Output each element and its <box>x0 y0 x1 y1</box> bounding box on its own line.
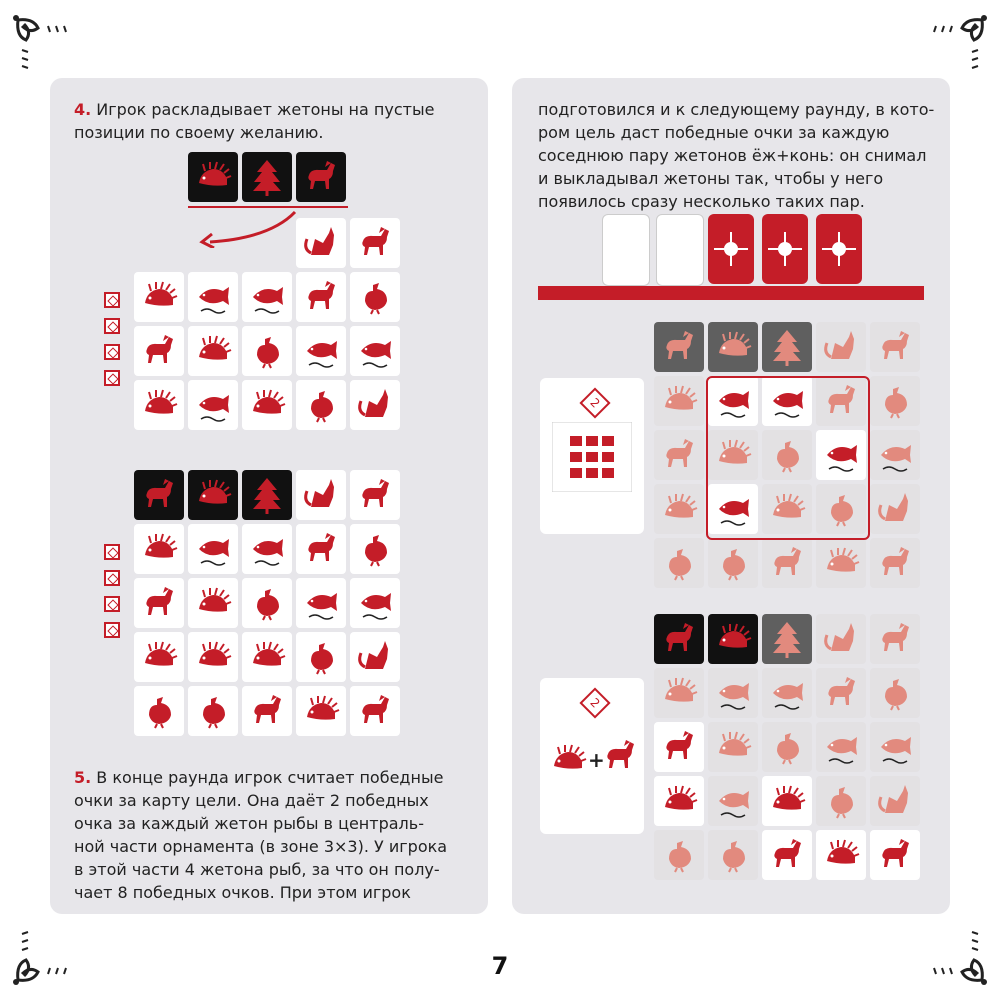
fish-token <box>708 776 758 826</box>
bird-token <box>762 722 812 772</box>
hedgehog-token <box>762 776 812 826</box>
goal-marker-3 <box>104 344 120 360</box>
fish-token <box>188 272 238 322</box>
tree-token <box>762 322 812 372</box>
fox-token <box>870 776 920 826</box>
right-line3: соседнюю пару жетонов ёж+конь: он снимал <box>538 146 927 165</box>
plus-sign: + <box>588 748 605 772</box>
fish-token <box>870 430 920 480</box>
hedgehog-token <box>708 322 758 372</box>
picked-token-horse <box>296 152 346 202</box>
horse-token <box>134 470 184 520</box>
right-line5: появилось сразу несколько таких пар. <box>538 192 865 211</box>
fish-token <box>296 326 346 376</box>
horse-token <box>134 578 184 628</box>
arrow-icon <box>190 208 300 248</box>
horse-icon <box>600 736 640 776</box>
corner-ornament-top-right-icon <box>922 10 992 80</box>
step4-line1: Игрок раскладывает жетоны на пустые <box>91 100 435 119</box>
hedgehog-token <box>242 380 292 430</box>
picked-token-hedgehog <box>188 152 238 202</box>
bird-token <box>870 668 920 718</box>
fox-token <box>870 484 920 534</box>
bird-token <box>296 380 346 430</box>
hedgehog-token <box>188 326 238 376</box>
step4-line2: позиции по своему желанию. <box>74 123 324 142</box>
step5-line1: В конце раунда игрок считает победные <box>91 768 444 787</box>
step5-text <box>74 766 474 904</box>
hedgehog-token <box>654 376 704 426</box>
horse-token <box>870 538 920 588</box>
goal-marker-8 <box>104 622 120 638</box>
bird-token <box>188 686 238 736</box>
horse-token <box>654 722 704 772</box>
center-zone-highlight <box>706 376 870 540</box>
hedgehog-icon <box>548 740 588 780</box>
step5-line6: чает 8 победных очков. При этом игрок <box>74 883 411 902</box>
fox-token <box>816 322 866 372</box>
horse-token <box>870 830 920 880</box>
goal-marker-4 <box>104 370 120 386</box>
hedgehog-token <box>188 578 238 628</box>
right-text <box>538 98 938 213</box>
horse-token <box>350 218 400 268</box>
goal-card-fish-value: 2 <box>579 387 610 418</box>
bird-token <box>654 538 704 588</box>
fish-token <box>296 578 346 628</box>
goal-marker-2 <box>104 318 120 334</box>
bird-token <box>350 524 400 574</box>
hedgehog-token <box>188 470 238 520</box>
hedgehog-token <box>296 686 346 736</box>
horse-token <box>816 668 866 718</box>
right-line2: ром цель даст победные очки за каждую <box>538 123 890 142</box>
hedgehog-token <box>816 538 866 588</box>
tree-token <box>242 470 292 520</box>
hedgehog-token <box>134 380 184 430</box>
hedgehog-token <box>134 632 184 682</box>
fox-token <box>816 614 866 664</box>
fish-token <box>242 524 292 574</box>
fish-token <box>350 578 400 628</box>
corner-ornament-bottom-right-icon <box>922 920 992 990</box>
fox-token <box>350 380 400 430</box>
step4-number: 4. <box>74 100 92 119</box>
card-back-pattern-icon <box>708 214 862 284</box>
horse-token <box>350 686 400 736</box>
hedgehog-token <box>654 776 704 826</box>
right-line1: подготовился и к следующему раунду, в кото- <box>538 100 935 119</box>
hedgehog-token <box>134 524 184 574</box>
goal-marker-1 <box>104 292 120 308</box>
horse-token <box>350 470 400 520</box>
fish-token <box>350 326 400 376</box>
step5-number: 5. <box>74 768 92 787</box>
goal-card-fish-grid-icon <box>552 422 632 492</box>
horse-token <box>654 322 704 372</box>
horse-token <box>296 272 346 322</box>
goal-card-small-1 <box>602 214 650 286</box>
fox-token <box>296 218 346 268</box>
hedgehog-token <box>708 614 758 664</box>
hedgehog-token <box>654 668 704 718</box>
picked-token-tree <box>242 152 292 202</box>
bird-token <box>242 578 292 628</box>
fish-token <box>870 722 920 772</box>
round-track <box>538 286 924 300</box>
step5-line2: очки за карту цели. Она даёт 2 победных <box>74 791 429 810</box>
tree-token <box>762 614 812 664</box>
fish-token <box>762 668 812 718</box>
hedgehog-token <box>242 632 292 682</box>
horse-token <box>870 322 920 372</box>
bird-token <box>350 272 400 322</box>
horse-token <box>870 614 920 664</box>
goal-card-small-2 <box>656 214 704 286</box>
horse-token <box>654 430 704 480</box>
step5-line4: ной части орнамента (в зоне 3×3). У игрока <box>74 837 448 856</box>
bird-token <box>134 686 184 736</box>
horse-token <box>762 538 812 588</box>
fish-token <box>188 524 238 574</box>
fish-token <box>708 668 758 718</box>
horse-token <box>242 686 292 736</box>
corner-ornament-bottom-left-icon <box>8 920 78 990</box>
horse-token <box>654 614 704 664</box>
bird-token <box>296 632 346 682</box>
bird-token <box>708 538 758 588</box>
step5-line3: очка за каждый жетон рыбы в централь- <box>74 814 424 833</box>
bird-token <box>242 326 292 376</box>
bird-token <box>654 830 704 880</box>
hedgehog-token <box>816 830 866 880</box>
goal-marker-5 <box>104 544 120 560</box>
goal-marker-6 <box>104 570 120 586</box>
bird-token <box>870 376 920 426</box>
horse-token <box>134 326 184 376</box>
fish-token <box>242 272 292 322</box>
step5-line5: в этой части 4 жетона рыб, за что он полу- <box>74 860 440 879</box>
bird-token <box>816 776 866 826</box>
right-line4: и выкладывал жетоны так, чтобы у него <box>538 169 884 188</box>
horse-token <box>296 524 346 574</box>
goal-marker-7 <box>104 596 120 612</box>
hedgehog-token <box>134 272 184 322</box>
hedgehog-token <box>654 484 704 534</box>
fish-token <box>816 722 866 772</box>
corner-ornament-top-left-icon <box>8 10 78 80</box>
hedgehog-token <box>708 722 758 772</box>
step4-text <box>74 98 474 144</box>
horse-token <box>762 830 812 880</box>
fox-token <box>350 632 400 682</box>
fox-token <box>296 470 346 520</box>
fish-token <box>188 380 238 430</box>
page-number: 7 <box>491 952 509 980</box>
goal-card-pair-value: 2 <box>579 687 610 718</box>
bird-token <box>708 830 758 880</box>
hedgehog-token <box>188 632 238 682</box>
